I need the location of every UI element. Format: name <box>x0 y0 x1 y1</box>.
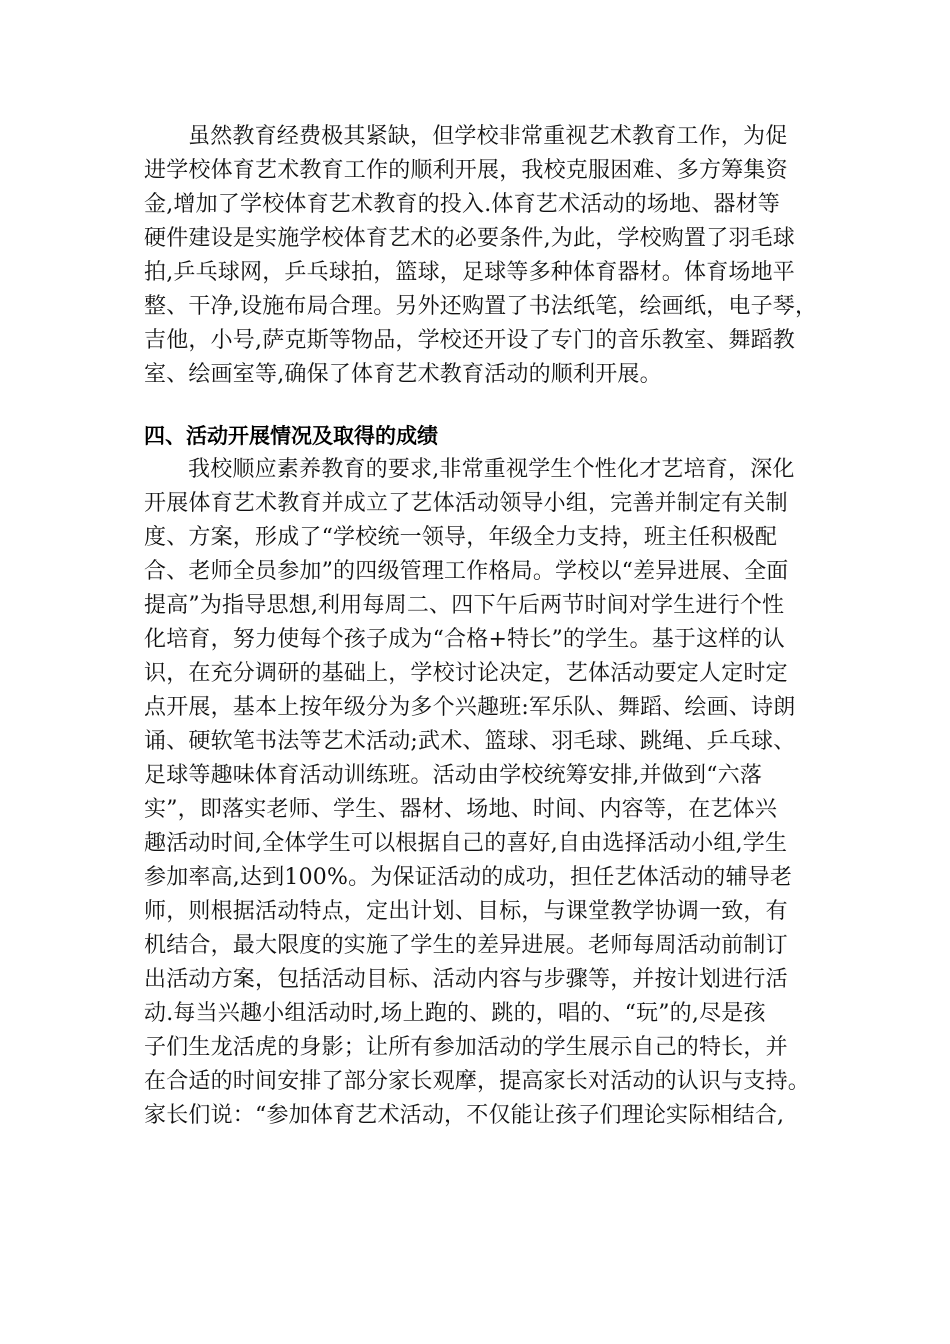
text-line: 开展体育艺术教育并成立了艺体活动领导小组，完善并制定有关制 <box>144 491 788 516</box>
section-heading-block <box>144 419 814 453</box>
paragraph-equipment <box>144 120 818 392</box>
text-line: 趣活动时间,全体学生可以根据自己的喜好,自由选择活动小组,学生 <box>144 831 788 856</box>
text-line: 动.每当兴趣小组活动时,场上跑的、跳的，唱的、“玩”的,尽是孩 <box>144 1001 766 1026</box>
text-line: 实”，即落实老师、学生、器材、场地、时间、内容等，在艺体兴 <box>144 797 778 822</box>
text-line: 家长们说：“参加体育艺术活动，不仅能让孩子们理论实际相结合, <box>144 1103 785 1128</box>
text-line: 在合适的时间安排了部分家长观摩，提高家长对活动的认识与支持。 <box>144 1069 811 1094</box>
text-line: 参加率高,达到100%。为保证活动的成功，担任艺体活动的辅导老 <box>144 865 793 890</box>
paragraph-activities <box>144 453 814 1133</box>
section-heading: 四、活动开展情况及取得的成绩 <box>144 424 438 448</box>
text-line: 进学校体育艺术教育工作的顺利开展，我校克服困难、多方筹集资 <box>144 158 788 183</box>
text-line: 识，在充分调研的基础上，学校讨论决定，艺体活动要定人定时定 <box>144 661 788 686</box>
text-line: 机结合，最大限度的实施了学生的差异进展。老师每周活动前制订 <box>144 933 788 958</box>
text-line: 硬件建设是实施学校体育艺术的必要条件,为此，学校购置了羽毛球 <box>144 226 795 251</box>
text-line: 足球等趣味体育活动训练班。活动由学校统筹安排,并做到“六落 <box>144 763 763 788</box>
text-line: 室、绘画室等,确保了体育艺术教育活动的顺利开展。 <box>144 362 662 387</box>
text-line: 我校顺应素养教育的要求,非常重视学生个性化才艺培育，深化 <box>188 457 795 482</box>
text-line: 度、方案，形成了“学校统一领导，年级全力支持，班主任积极配 <box>144 525 778 550</box>
text-line: 金,增加了学校体育艺术教育的投入.体育艺术活动的场地、器材等 <box>144 192 780 217</box>
text-line: 合、老师全员参加”的四级管理工作格局。学校以“差异进展、全面 <box>144 559 789 584</box>
text-line: 诵、硬软笔书法等艺术活动;武术、篮球、羽毛球、跳绳、乒乓球、 <box>144 729 796 754</box>
text-line: 点开展，基本上按年级分为多个兴趣班:军乐队、舞蹈、绘画、诗朗 <box>144 695 796 720</box>
text-line: 出活动方案，包括活动目标、活动内容与步骤等，并按计划进行活 <box>144 967 788 992</box>
text-line: 师，则根据活动特点，定出计划、目标，与课堂教学协调一致，有 <box>144 899 788 924</box>
text-line: 子们生龙活虎的身影；让所有参加活动的学生展示自己的特长，并 <box>144 1035 788 1060</box>
text-line: 提高”为指导思想,利用每周二、四下午后两节时间对学生进行个性 <box>144 593 785 618</box>
text-line: 吉他，小号,萨克斯等物品，学校还开设了专门的音乐教室、舞蹈教 <box>144 328 795 353</box>
text-line: 整、干净,设施布局合理。另外还购置了书法纸笔，绘画纸，电子琴， <box>144 294 818 319</box>
text-line: 化培育，努力使每个孩子成为“合格+特长”的学生。基于这样的认 <box>144 627 785 652</box>
text-line: 虽然教育经费极其紧缺，但学校非常重视艺术教育工作，为促 <box>188 124 788 149</box>
text-line: 拍,乒乓球网，乒乓球拍，篮球，足球等多种体育器材。体育场地平 <box>144 260 795 285</box>
